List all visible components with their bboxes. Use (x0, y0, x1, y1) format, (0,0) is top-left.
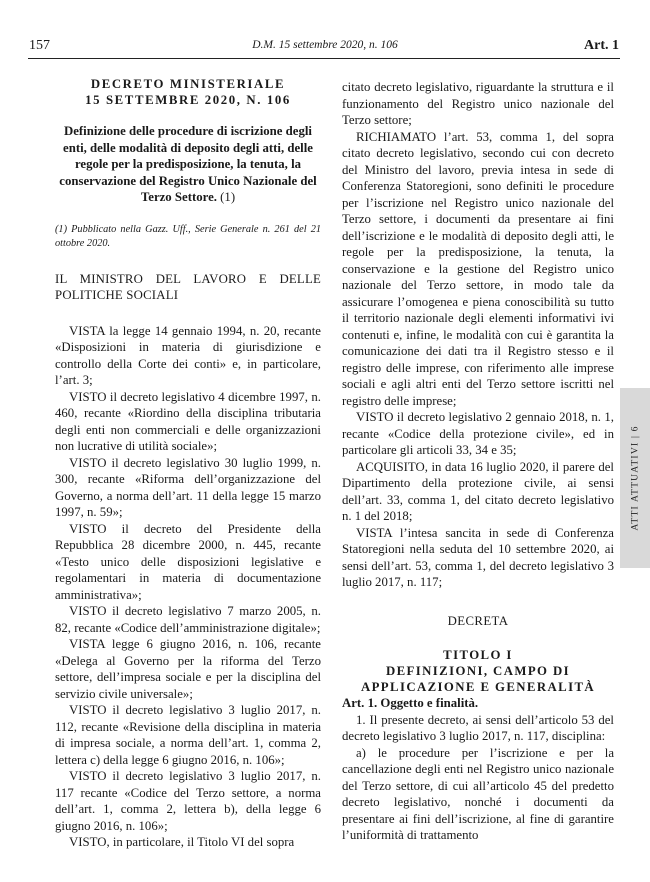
right-column (342, 79, 614, 844)
decreta-heading: DECRETA (447, 613, 509, 628)
footnote-reference: (1) (220, 190, 236, 204)
paragraph: VISTO il decreto legislativo 3 luglio 2017, n. 112, recante «Revisione della disciplina in materia di impresa sociale, a norma dell’art. 1, comma 2, lettera c) della legge 6 giugno 2016, n. 106»; (55, 703, 321, 767)
article-heading: Art. 1. Oggetto e finalità. (342, 696, 479, 710)
paragraph: VISTA l’intesa sancita in sede di Conferenza Statoregioni nella seduta del 10 settembre 2020, ai sensi dell’art. 53, comma 1, del decreto legislativo 3 luglio 2017, n. 117; (342, 525, 614, 589)
decree-title (55, 76, 321, 108)
page-number: 157 (29, 38, 50, 53)
decree-subtitle-text: Definizione delle procedure di iscrizione degli enti, delle modalità di deposito degli atti, delle regole per la predisposizione, la tenuta, la conservazione del Registro Unico Nazionale del Terzo Settore. (59, 124, 317, 204)
section-side-tab (620, 388, 650, 568)
paragraph: VISTO il decreto legislativo 2 gennaio 2018, n. 1, recante «Codice della protezione civile», ed in particolare gli articoli 33, 34 e 35; (342, 410, 614, 457)
minister-heading: IL MINISTRO DEL LAVORO E DELLE POLITICHE SOCIALI (55, 271, 321, 302)
paragraph: VISTA legge 6 giugno 2016, n. 106, recante «Delega al Governo per la riforma del Terzo settore, dell’impresa sociale e per la disciplina del servizio civile universale»; (55, 637, 321, 701)
header-rule (28, 58, 620, 59)
title-heading-line2: DEFINIZIONI, CAMPO DI (385, 664, 571, 678)
running-title: D.M. 15 settembre 2020, n. 106 (252, 39, 398, 51)
title-heading (342, 647, 614, 695)
paragraph: RICHIAMATO l’art. 53, comma 1, del sopra citato decreto legislativo, secondo cui con decreto del Ministro del lavoro, previa intesa in sede di Conferenza Statoregioni, sono definiti le procedure per l’iscrizione nel Registro unico nazionale del Terzo settore, i documenti da presentare ai fini dell’iscrizione e le modalità di deposito degli atti, le regole per la predisposizione, la tenuta, la conservazione e la gestione del Registro unico nazionale del Terzo settore, in modo tale da assicurare l’omogenea e piena conoscibilità su tutto il territorio nazionale degli elementi informativi ivi contenuti e, infine, le modalità con cui è garantita la comunicazione dei dati tra il Registro stesso e il registro delle imprese, con riferimento alle imprese sociali e agli altri enti del Terzo settore iscritti nel registro delle imprese; (342, 129, 614, 408)
paragraph: VISTO il decreto legislativo 4 dicembre 1997, n. 460, recante «Riordino della disciplina tributaria degli enti non commerciali e delle organizzazioni non lucrative di utilità sociale»; (55, 389, 321, 453)
article-reference: Art. 1 (584, 38, 619, 53)
paragraph: VISTO il decreto del Presidente della Repubblica 28 dicembre 2000, n. 445, recante «Testo unico delle disposizioni legislative e regolamentari in materia di documentazione amministrativa»; (55, 521, 321, 602)
side-tab-label: ATTI ATTUATIVI | 6 (629, 425, 641, 531)
title-heading-line3: APPLICAZIONE E GENERALITÀ (360, 680, 596, 694)
page-header (0, 38, 650, 58)
paragraph: ACQUISITO, in data 16 luglio 2020, il parere del Dipartimento della protezione civile, ai sensi dell’art. 33, comma 1, del citato decreto legislativo n. 1 del 2018; (342, 459, 614, 523)
paragraph: VISTO il decreto legislativo 30 luglio 1999, n. 300, recante «Riforma dell’organizzazione del Governo, a norma dell’art. 11 della legge 15 marzo 1997, n. 59»; (55, 455, 321, 519)
footnote: (1) Pubblicato nella Gazz. Uff., Serie Generale n. 261 del 21 ottobre 2020. (55, 223, 321, 249)
decree-subtitle (55, 123, 321, 206)
paragraph: VISTA la legge 14 gennaio 1994, n. 20, recante «Disposizioni in materia di giurisdizione e controllo della Corte dei conti» e, in particolare, l’art. 3; (55, 323, 321, 387)
decree-title-line1: DECRETO MINISTERIALE (90, 77, 286, 91)
left-body (55, 323, 321, 851)
paragraph: a) le procedure per l’iscrizione e per la cancellazione degli enti nel Registro unico nazionale del Terzo settore, di cui all’articolo 45 del predetto decreto legislativo, nonché i documenti da presentare ai fini dell’iscrizione, al fine di garantire l’uniformità di trattamento (342, 745, 614, 842)
paragraph: 1. Il presente decreto, ai sensi dell’articolo 53 del decreto legislativo 3 luglio 2017, n. 117, disciplina: (342, 712, 614, 743)
paragraph: VISTO il decreto legislativo 3 luglio 2017, n. 117 recante «Codice del Terzo settore, a norma dell’art. 1, comma 2, lettera b), della legge 6 giugno 2016, n. 106»; (55, 769, 321, 833)
title-heading-line1: TITOLO I (443, 648, 513, 662)
paragraph: VISTO, in particolare, il Titolo VI del sopra (69, 835, 295, 849)
left-column (55, 76, 321, 851)
paragraph: VISTO il decreto legislativo 7 marzo 2005, n. 82, recante «Codice dell’amministrazione digitale»; (55, 604, 321, 635)
paragraph: citato decreto legislativo, riguardante la struttura e il funzionamento del Registro unico nazionale del Terzo settore; (342, 80, 614, 127)
decree-title-line2: 15 SETTEMBRE 2020, N. 106 (85, 93, 291, 107)
